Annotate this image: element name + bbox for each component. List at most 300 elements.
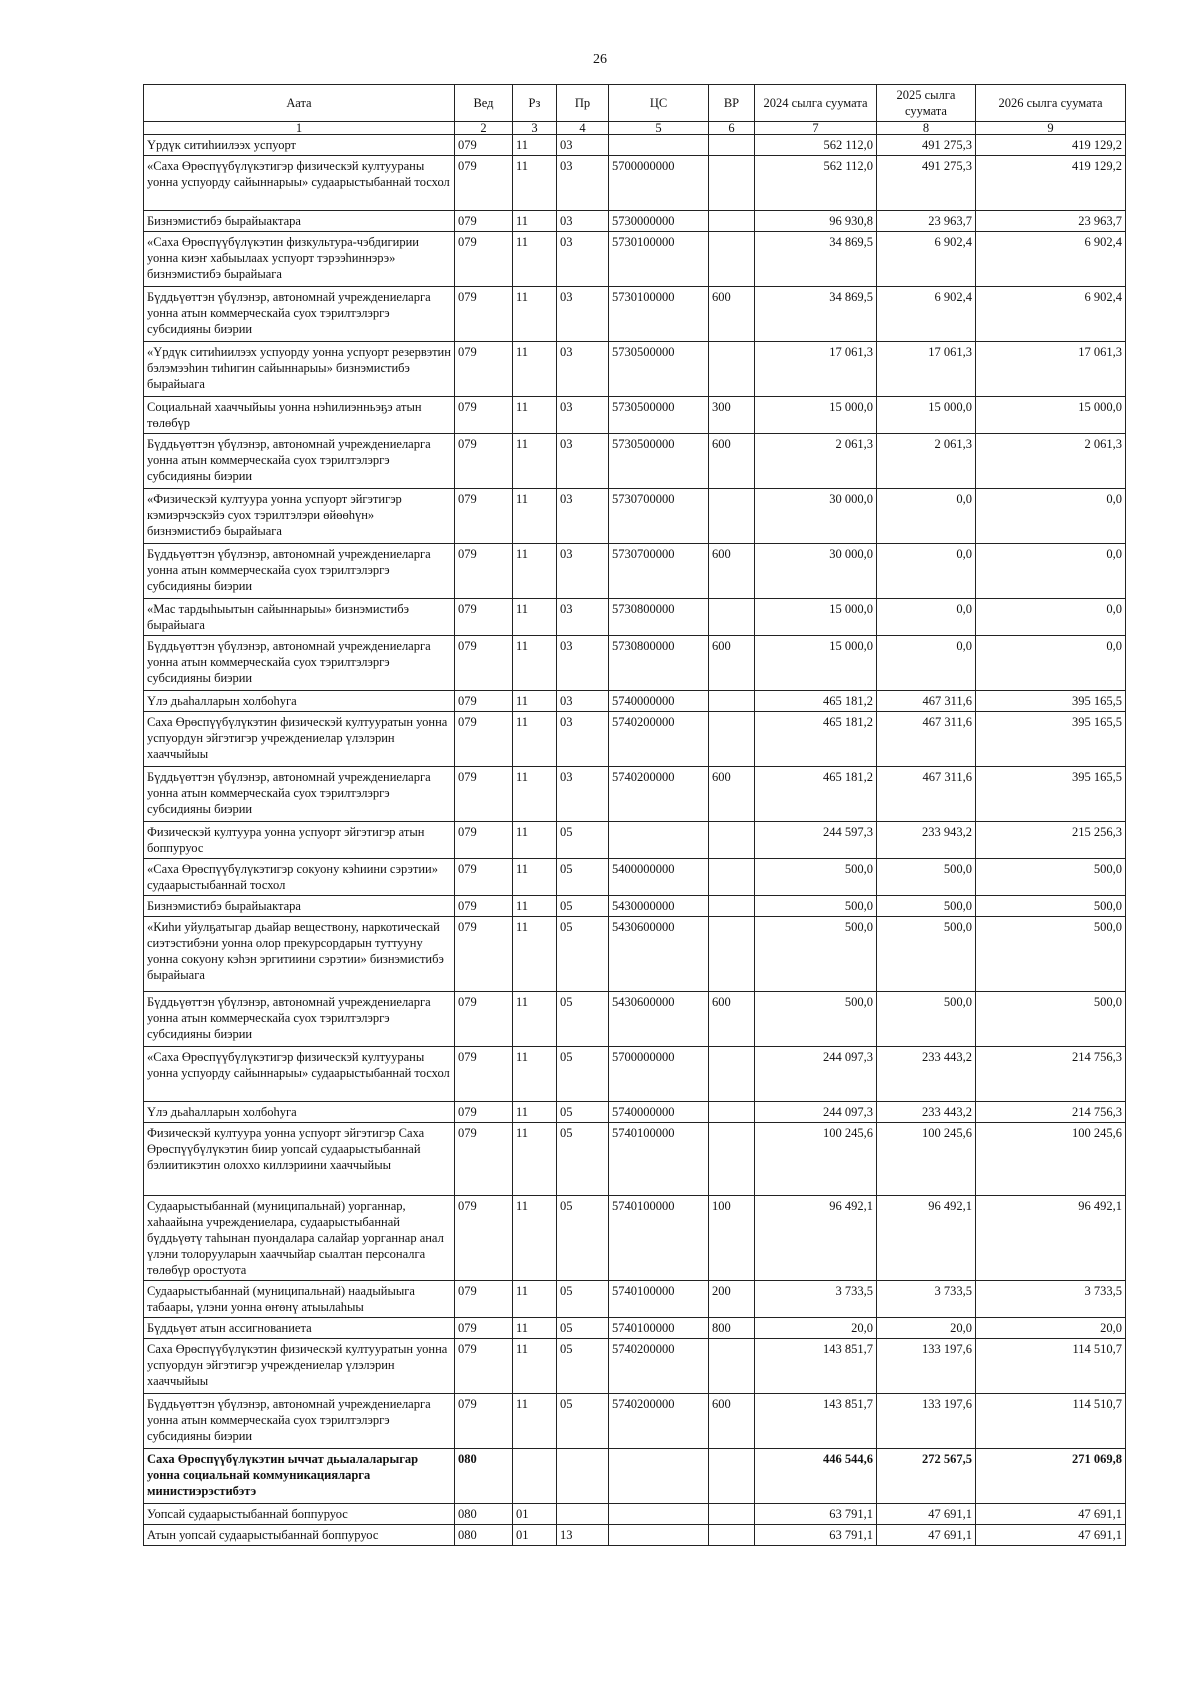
rz-code: 11 xyxy=(513,712,557,767)
table-row xyxy=(144,1449,1126,1504)
cs-code: 5740200000 xyxy=(609,767,709,822)
vr-code xyxy=(709,1102,755,1123)
header-cell: 2026 сылга суумата xyxy=(976,85,1126,122)
table-row xyxy=(144,691,1126,712)
row-name: Бүддьүөттэн үбүлэнэр, автономнай учреждениеларга уонна атын коммерческайа суох тэрилтэлэргэ субсидияны биэрии xyxy=(144,636,455,691)
table-row xyxy=(144,1318,1126,1339)
amount-2025: 6 902,4 xyxy=(877,232,976,287)
amount-2026: 47 691,1 xyxy=(976,1525,1126,1546)
amount-2026: 419 129,2 xyxy=(976,156,1126,211)
header-cell: Аата xyxy=(144,85,455,122)
amount-2024: 244 097,3 xyxy=(755,1047,877,1102)
pr-code: 05 xyxy=(557,1281,609,1318)
table-row xyxy=(144,232,1126,287)
amount-2026: 47 691,1 xyxy=(976,1504,1126,1525)
amount-2026: 500,0 xyxy=(976,917,1126,992)
ved-code: 079 xyxy=(455,1102,513,1123)
amount-2026: 500,0 xyxy=(976,859,1126,896)
ved-code: 079 xyxy=(455,489,513,544)
amount-2024: 63 791,1 xyxy=(755,1525,877,1546)
pr-code: 03 xyxy=(557,767,609,822)
ved-code: 079 xyxy=(455,1123,513,1196)
ved-code: 079 xyxy=(455,599,513,636)
pr-code: 05 xyxy=(557,896,609,917)
amount-2025: 20,0 xyxy=(877,1318,976,1339)
ved-code: 079 xyxy=(455,712,513,767)
vr-code: 600 xyxy=(709,1394,755,1449)
vr-code xyxy=(709,917,755,992)
ved-code: 080 xyxy=(455,1525,513,1546)
column-number: 8 xyxy=(877,122,976,135)
cs-code: 5740100000 xyxy=(609,1196,709,1281)
row-name: Физическэй култуура уонна успуорт эйгэтигэр Саха Өрөспүүбүлүкэтин биир уопсай судаарыстыбаннай бэлиитикэтин олоххо киллэриини хааччыйыы xyxy=(144,1123,455,1196)
amount-2026: 114 510,7 xyxy=(976,1394,1126,1449)
vr-code: 600 xyxy=(709,767,755,822)
column-number: 3 xyxy=(513,122,557,135)
vr-code xyxy=(709,211,755,232)
table-row xyxy=(144,544,1126,599)
amount-2025: 23 963,7 xyxy=(877,211,976,232)
amount-2025: 0,0 xyxy=(877,489,976,544)
table-row xyxy=(144,1394,1126,1449)
cs-code: 5730100000 xyxy=(609,232,709,287)
amount-2026: 20,0 xyxy=(976,1318,1126,1339)
budget-table xyxy=(143,84,1126,1546)
pr-code: 03 xyxy=(557,287,609,342)
ved-code: 079 xyxy=(455,767,513,822)
rz-code: 11 xyxy=(513,287,557,342)
amount-2024: 446 544,6 xyxy=(755,1449,877,1504)
header-cell: Вед xyxy=(455,85,513,122)
ved-code: 079 xyxy=(455,1281,513,1318)
amount-2025: 233 443,2 xyxy=(877,1102,976,1123)
table-row xyxy=(144,342,1126,397)
amount-2024: 20,0 xyxy=(755,1318,877,1339)
amount-2026: 395 165,5 xyxy=(976,712,1126,767)
table-row xyxy=(144,859,1126,896)
amount-2026: 100 245,6 xyxy=(976,1123,1126,1196)
table-row xyxy=(144,767,1126,822)
amount-2024: 244 097,3 xyxy=(755,1102,877,1123)
ved-code: 080 xyxy=(455,1449,513,1504)
table-row xyxy=(144,1047,1126,1102)
column-number: 7 xyxy=(755,122,877,135)
rz-code: 11 xyxy=(513,896,557,917)
rz-code: 11 xyxy=(513,1102,557,1123)
amount-2024: 143 851,7 xyxy=(755,1339,877,1394)
rz-code: 11 xyxy=(513,211,557,232)
pr-code: 05 xyxy=(557,1339,609,1394)
row-name: Бүддьүөттэн үбүлэнэр, автономнай учреждениеларга уонна атын коммерческайа суох тэрилтэлэргэ субсидияны биэрии xyxy=(144,992,455,1047)
amount-2026: 214 756,3 xyxy=(976,1102,1126,1123)
vr-code xyxy=(709,1123,755,1196)
pr-code: 03 xyxy=(557,712,609,767)
cs-code: 5430000000 xyxy=(609,896,709,917)
row-name: Физическэй култуура уонна успуорт эйгэтигэр атын боппуруос xyxy=(144,822,455,859)
amount-2025: 3 733,5 xyxy=(877,1281,976,1318)
pr-code: 03 xyxy=(557,135,609,156)
pr-code: 03 xyxy=(557,211,609,232)
rz-code: 11 xyxy=(513,397,557,434)
table-row xyxy=(144,1339,1126,1394)
pr-code: 03 xyxy=(557,397,609,434)
amount-2024: 562 112,0 xyxy=(755,156,877,211)
amount-2025: 0,0 xyxy=(877,544,976,599)
cs-code: 5430600000 xyxy=(609,917,709,992)
amount-2026: 114 510,7 xyxy=(976,1339,1126,1394)
vr-code xyxy=(709,232,755,287)
rz-code xyxy=(513,1449,557,1504)
page-number: 26 xyxy=(593,52,607,67)
vr-code: 100 xyxy=(709,1196,755,1281)
cs-code xyxy=(609,1504,709,1525)
table-row xyxy=(144,1504,1126,1525)
ved-code: 079 xyxy=(455,992,513,1047)
vr-code xyxy=(709,156,755,211)
amount-2024: 500,0 xyxy=(755,859,877,896)
rz-code: 11 xyxy=(513,342,557,397)
amount-2025: 47 691,1 xyxy=(877,1504,976,1525)
vr-code xyxy=(709,1525,755,1546)
amount-2026: 0,0 xyxy=(976,599,1126,636)
header-cell: 2024 сылга суумата xyxy=(755,85,877,122)
column-number: 5 xyxy=(609,122,709,135)
ved-code: 079 xyxy=(455,342,513,397)
amount-2025: 467 311,6 xyxy=(877,712,976,767)
table-row xyxy=(144,917,1126,992)
amount-2025: 500,0 xyxy=(877,917,976,992)
row-name: «Киһи уйулҕатыгар дьайар веществону, наркотическай сиэтэстибэни уонна олор прекурсордарын туттууну уонна сокуону кэһэн эргитиини сэрэтии» бизнэмистибэ бырайыага xyxy=(144,917,455,992)
table-row xyxy=(144,636,1126,691)
row-name: Бүддьүөт атын ассигнованиета xyxy=(144,1318,455,1339)
amount-2026: 215 256,3 xyxy=(976,822,1126,859)
amount-2026: 214 756,3 xyxy=(976,1047,1126,1102)
cs-code: 5740200000 xyxy=(609,1339,709,1394)
rz-code: 11 xyxy=(513,1047,557,1102)
vr-code xyxy=(709,489,755,544)
cs-code: 5740100000 xyxy=(609,1123,709,1196)
ved-code: 079 xyxy=(455,135,513,156)
pr-code: 05 xyxy=(557,1047,609,1102)
amount-2024: 15 000,0 xyxy=(755,599,877,636)
ved-code: 079 xyxy=(455,859,513,896)
amount-2026: 15 000,0 xyxy=(976,397,1126,434)
cs-code: 5400000000 xyxy=(609,859,709,896)
amount-2026: 0,0 xyxy=(976,636,1126,691)
amount-2024: 2 061,3 xyxy=(755,434,877,489)
cs-code: 5730100000 xyxy=(609,287,709,342)
amount-2024: 500,0 xyxy=(755,992,877,1047)
row-name: Бүддьүөттэн үбүлэнэр, автономнай учреждениеларга уонна атын коммерческайа суох тэрилтэлэргэ субсидияны биэрии xyxy=(144,434,455,489)
pr-code: 05 xyxy=(557,1394,609,1449)
cs-code: 5740200000 xyxy=(609,1394,709,1449)
amount-2024: 96 492,1 xyxy=(755,1196,877,1281)
vr-code xyxy=(709,1339,755,1394)
rz-code: 11 xyxy=(513,636,557,691)
rz-code: 11 xyxy=(513,691,557,712)
pr-code: 03 xyxy=(557,691,609,712)
header-cell: ЦС xyxy=(609,85,709,122)
row-name: Бүддьүөттэн үбүлэнэр, автономнай учреждениеларга уонна атын коммерческайа суох тэрилтэлэргэ субсидияны биэрии xyxy=(144,544,455,599)
column-number: 2 xyxy=(455,122,513,135)
amount-2024: 562 112,0 xyxy=(755,135,877,156)
amount-2024: 500,0 xyxy=(755,896,877,917)
pr-code: 05 xyxy=(557,1318,609,1339)
table-row xyxy=(144,822,1126,859)
pr-code: 05 xyxy=(557,917,609,992)
cs-code: 5700000000 xyxy=(609,1047,709,1102)
vr-code: 200 xyxy=(709,1281,755,1318)
pr-code: 03 xyxy=(557,489,609,544)
cs-code: 5700000000 xyxy=(609,156,709,211)
amount-2025: 133 197,6 xyxy=(877,1394,976,1449)
vr-code xyxy=(709,712,755,767)
rz-code: 11 xyxy=(513,767,557,822)
cs-code xyxy=(609,135,709,156)
row-name: «Үрдүк ситиһиилээх успуорду уонна успуорт резервэтин бэлэмээһин тиһигин сайыннарыы» бизнэмистибэ бырайыага xyxy=(144,342,455,397)
pr-code: 05 xyxy=(557,1196,609,1281)
cs-code: 5730000000 xyxy=(609,211,709,232)
amount-2025: 272 567,5 xyxy=(877,1449,976,1504)
amount-2026: 500,0 xyxy=(976,896,1126,917)
cs-code: 5430600000 xyxy=(609,992,709,1047)
rz-code: 01 xyxy=(513,1525,557,1546)
amount-2024: 143 851,7 xyxy=(755,1394,877,1449)
amount-2025: 2 061,3 xyxy=(877,434,976,489)
pr-code: 03 xyxy=(557,544,609,599)
ved-code: 079 xyxy=(455,896,513,917)
amount-2024: 244 597,3 xyxy=(755,822,877,859)
cs-code: 5740100000 xyxy=(609,1318,709,1339)
rz-code: 11 xyxy=(513,1339,557,1394)
table-body xyxy=(144,135,1126,1546)
cs-code: 5730800000 xyxy=(609,636,709,691)
vr-code: 800 xyxy=(709,1318,755,1339)
vr-code xyxy=(709,1047,755,1102)
amount-2026: 419 129,2 xyxy=(976,135,1126,156)
row-name: Уопсай судаарыстыбаннай боппуруос xyxy=(144,1504,455,1525)
row-name: Үлэ дьаһалларын холбоһуга xyxy=(144,1102,455,1123)
row-name: Үрдүк ситиһиилээх успуорт xyxy=(144,135,455,156)
column-number: 1 xyxy=(144,122,455,135)
ved-code: 079 xyxy=(455,434,513,489)
amount-2025: 491 275,3 xyxy=(877,156,976,211)
amount-2026: 23 963,7 xyxy=(976,211,1126,232)
cs-code: 5730800000 xyxy=(609,599,709,636)
amount-2025: 500,0 xyxy=(877,859,976,896)
rz-code: 11 xyxy=(513,544,557,599)
vr-code: 600 xyxy=(709,992,755,1047)
table-row xyxy=(144,1123,1126,1196)
table-row xyxy=(144,135,1126,156)
amount-2025: 6 902,4 xyxy=(877,287,976,342)
pr-code: 13 xyxy=(557,1525,609,1546)
amount-2025: 500,0 xyxy=(877,992,976,1047)
amount-2024: 96 930,8 xyxy=(755,211,877,232)
table-row xyxy=(144,397,1126,434)
vr-code: 600 xyxy=(709,434,755,489)
row-name: Саха Өрөспүүбүлүкэтин ыччат дьыалаларыгар уонна социальнай коммуникацияларга министиэрэстибэтэ xyxy=(144,1449,455,1504)
amount-2025: 0,0 xyxy=(877,636,976,691)
cs-code: 5730500000 xyxy=(609,434,709,489)
row-name: Атын уопсай судаарыстыбаннай боппуруос xyxy=(144,1525,455,1546)
rz-code: 11 xyxy=(513,1394,557,1449)
ved-code: 079 xyxy=(455,397,513,434)
row-name: Бүддьүөттэн үбүлэнэр, автономнай учреждениеларга уонна атын коммерческайа суох тэрилтэлэргэ субсидияны биэрии xyxy=(144,287,455,342)
row-name: Саха Өрөспүүбүлүкэтин физическэй култууратын уонна успуордун эйгэтигэр учреждениелар үлэлэрин хааччыйыы xyxy=(144,1339,455,1394)
cs-code: 5730500000 xyxy=(609,397,709,434)
amount-2026: 500,0 xyxy=(976,992,1126,1047)
vr-code xyxy=(709,342,755,397)
column-number: 6 xyxy=(709,122,755,135)
header-cell: ВР xyxy=(709,85,755,122)
row-name: Судаарыстыбаннай (муниципальнай) уорганнар, хаһаайына учреждениелара, судаарыстыбаннай бүддьүөтү таһынан пуондалара салайар уорганнар анал үлэни толорууларын хааччыйар сыалтан персоналга төлөбүр оростуота xyxy=(144,1196,455,1281)
amount-2024: 30 000,0 xyxy=(755,544,877,599)
amount-2024: 30 000,0 xyxy=(755,489,877,544)
table-row xyxy=(144,489,1126,544)
amount-2026: 6 902,4 xyxy=(976,232,1126,287)
rz-code: 11 xyxy=(513,1123,557,1196)
row-name: Социальнай хааччыйыы уонна нэһилиэнньэҕэ атын төлөбүр xyxy=(144,397,455,434)
amount-2024: 15 000,0 xyxy=(755,397,877,434)
vr-code: 300 xyxy=(709,397,755,434)
rz-code: 11 xyxy=(513,992,557,1047)
rz-code: 11 xyxy=(513,156,557,211)
amount-2025: 500,0 xyxy=(877,896,976,917)
row-name: Саха Өрөспүүбүлүкэтин физическэй култууратын уонна успуордун эйгэтигэр учреждениелар үлэлэрин хааччыйыы xyxy=(144,712,455,767)
row-name: Үлэ дьаһалларын холбоһуга xyxy=(144,691,455,712)
pr-code: 03 xyxy=(557,434,609,489)
ved-code: 079 xyxy=(455,1196,513,1281)
amount-2026: 271 069,8 xyxy=(976,1449,1126,1504)
row-name: Бизнэмистибэ бырайыактара xyxy=(144,211,455,232)
row-name: «Саха Өрөспүүбүлүкэтигэр физическэй култуураны уонна успуорду сайыннарыы» судаарыстыбаннай тосхол xyxy=(144,1047,455,1102)
cs-code xyxy=(609,822,709,859)
amount-2026: 0,0 xyxy=(976,544,1126,599)
table-row xyxy=(144,896,1126,917)
ved-code: 079 xyxy=(455,822,513,859)
row-name: «Мас тардыһыытын сайыннарыы» бизнэмистибэ бырайыага xyxy=(144,599,455,636)
vr-code: 600 xyxy=(709,544,755,599)
amount-2024: 465 181,2 xyxy=(755,712,877,767)
vr-code: 600 xyxy=(709,636,755,691)
table-row xyxy=(144,287,1126,342)
amount-2024: 34 869,5 xyxy=(755,287,877,342)
pr-code: 05 xyxy=(557,992,609,1047)
table-row xyxy=(144,712,1126,767)
header-cell: Пр xyxy=(557,85,609,122)
rz-code: 11 xyxy=(513,489,557,544)
vr-code xyxy=(709,691,755,712)
ved-code: 079 xyxy=(455,156,513,211)
column-number-row xyxy=(144,122,1126,135)
amount-2025: 47 691,1 xyxy=(877,1525,976,1546)
amount-2025: 233 443,2 xyxy=(877,1047,976,1102)
vr-code xyxy=(709,599,755,636)
table-row xyxy=(144,1196,1126,1281)
rz-code: 11 xyxy=(513,917,557,992)
amount-2026: 17 061,3 xyxy=(976,342,1126,397)
vr-code: 600 xyxy=(709,287,755,342)
amount-2025: 491 275,3 xyxy=(877,135,976,156)
table-row xyxy=(144,156,1126,211)
amount-2024: 34 869,5 xyxy=(755,232,877,287)
pr-code: 03 xyxy=(557,342,609,397)
table-row xyxy=(144,599,1126,636)
amount-2024: 465 181,2 xyxy=(755,767,877,822)
pr-code: 05 xyxy=(557,859,609,896)
header-cell: Рз xyxy=(513,85,557,122)
rz-code: 11 xyxy=(513,859,557,896)
amount-2025: 15 000,0 xyxy=(877,397,976,434)
row-name: Бизнэмистибэ бырайыактара xyxy=(144,896,455,917)
amount-2024: 15 000,0 xyxy=(755,636,877,691)
rz-code: 11 xyxy=(513,1281,557,1318)
ved-code: 079 xyxy=(455,211,513,232)
rz-code: 11 xyxy=(513,599,557,636)
rz-code: 11 xyxy=(513,135,557,156)
pr-code: 03 xyxy=(557,232,609,287)
ved-code: 079 xyxy=(455,287,513,342)
cs-code: 5740100000 xyxy=(609,1281,709,1318)
amount-2025: 467 311,6 xyxy=(877,691,976,712)
row-name: «Саха Өрөспүүбүлүкэтигэр сокуону кэһиини сэрэтии» судаарыстыбаннай тосхол xyxy=(144,859,455,896)
cs-code xyxy=(609,1449,709,1504)
ved-code: 080 xyxy=(455,1504,513,1525)
amount-2025: 100 245,6 xyxy=(877,1123,976,1196)
amount-2026: 395 165,5 xyxy=(976,767,1126,822)
rz-code: 11 xyxy=(513,1196,557,1281)
vr-code xyxy=(709,135,755,156)
pr-code: 03 xyxy=(557,599,609,636)
ved-code: 079 xyxy=(455,544,513,599)
pr-code: 03 xyxy=(557,156,609,211)
rz-code: 11 xyxy=(513,232,557,287)
cs-code: 5740200000 xyxy=(609,712,709,767)
pr-code: 05 xyxy=(557,1123,609,1196)
header-cell: 2025 сылга суумата xyxy=(877,85,976,122)
cs-code: 5730700000 xyxy=(609,544,709,599)
cs-code: 5730700000 xyxy=(609,489,709,544)
row-name: «Физическэй култуура уонна успуорт эйгэтигэр кэмиэрчэскэйэ суох тэрилтэлэри өйөөһүн» бизнэмистибэ бырайыага xyxy=(144,489,455,544)
ved-code: 079 xyxy=(455,691,513,712)
row-name: Бүддьүөттэн үбүлэнэр, автономнай учреждениеларга уонна атын коммерческайа суох тэрилтэлэргэ субсидияны биэрии xyxy=(144,767,455,822)
cs-code: 5740000000 xyxy=(609,691,709,712)
amount-2026: 0,0 xyxy=(976,489,1126,544)
cs-code: 5730500000 xyxy=(609,342,709,397)
amount-2024: 500,0 xyxy=(755,917,877,992)
amount-2024: 465 181,2 xyxy=(755,691,877,712)
vr-code xyxy=(709,896,755,917)
ved-code: 079 xyxy=(455,636,513,691)
row-name: Судаарыстыбаннай (муниципальнай) наадыйыыга табаары, үлэни уонна өҥөнү атыылаһыы xyxy=(144,1281,455,1318)
ved-code: 079 xyxy=(455,1394,513,1449)
rz-code: 01 xyxy=(513,1504,557,1525)
column-number: 9 xyxy=(976,122,1126,135)
row-name: Бүддьүөттэн үбүлэнэр, автономнай учреждениеларга уонна атын коммерческайа суох тэрилтэлэргэ субсидияны биэрии xyxy=(144,1394,455,1449)
pr-code: 05 xyxy=(557,822,609,859)
ved-code: 079 xyxy=(455,1318,513,1339)
amount-2025: 467 311,6 xyxy=(877,767,976,822)
ved-code: 079 xyxy=(455,1339,513,1394)
cs-code: 5740000000 xyxy=(609,1102,709,1123)
ved-code: 079 xyxy=(455,232,513,287)
vr-code xyxy=(709,1449,755,1504)
row-name: «Саха Өрөспүүбүлүкэтин физкультура-чэбдигирии уонна киэҥ хабыылаах успуорт тэрээһиннэрэ» бизнэмистибэ бырайыага xyxy=(144,232,455,287)
rz-code: 11 xyxy=(513,822,557,859)
table-row xyxy=(144,1525,1126,1546)
table-row xyxy=(144,211,1126,232)
